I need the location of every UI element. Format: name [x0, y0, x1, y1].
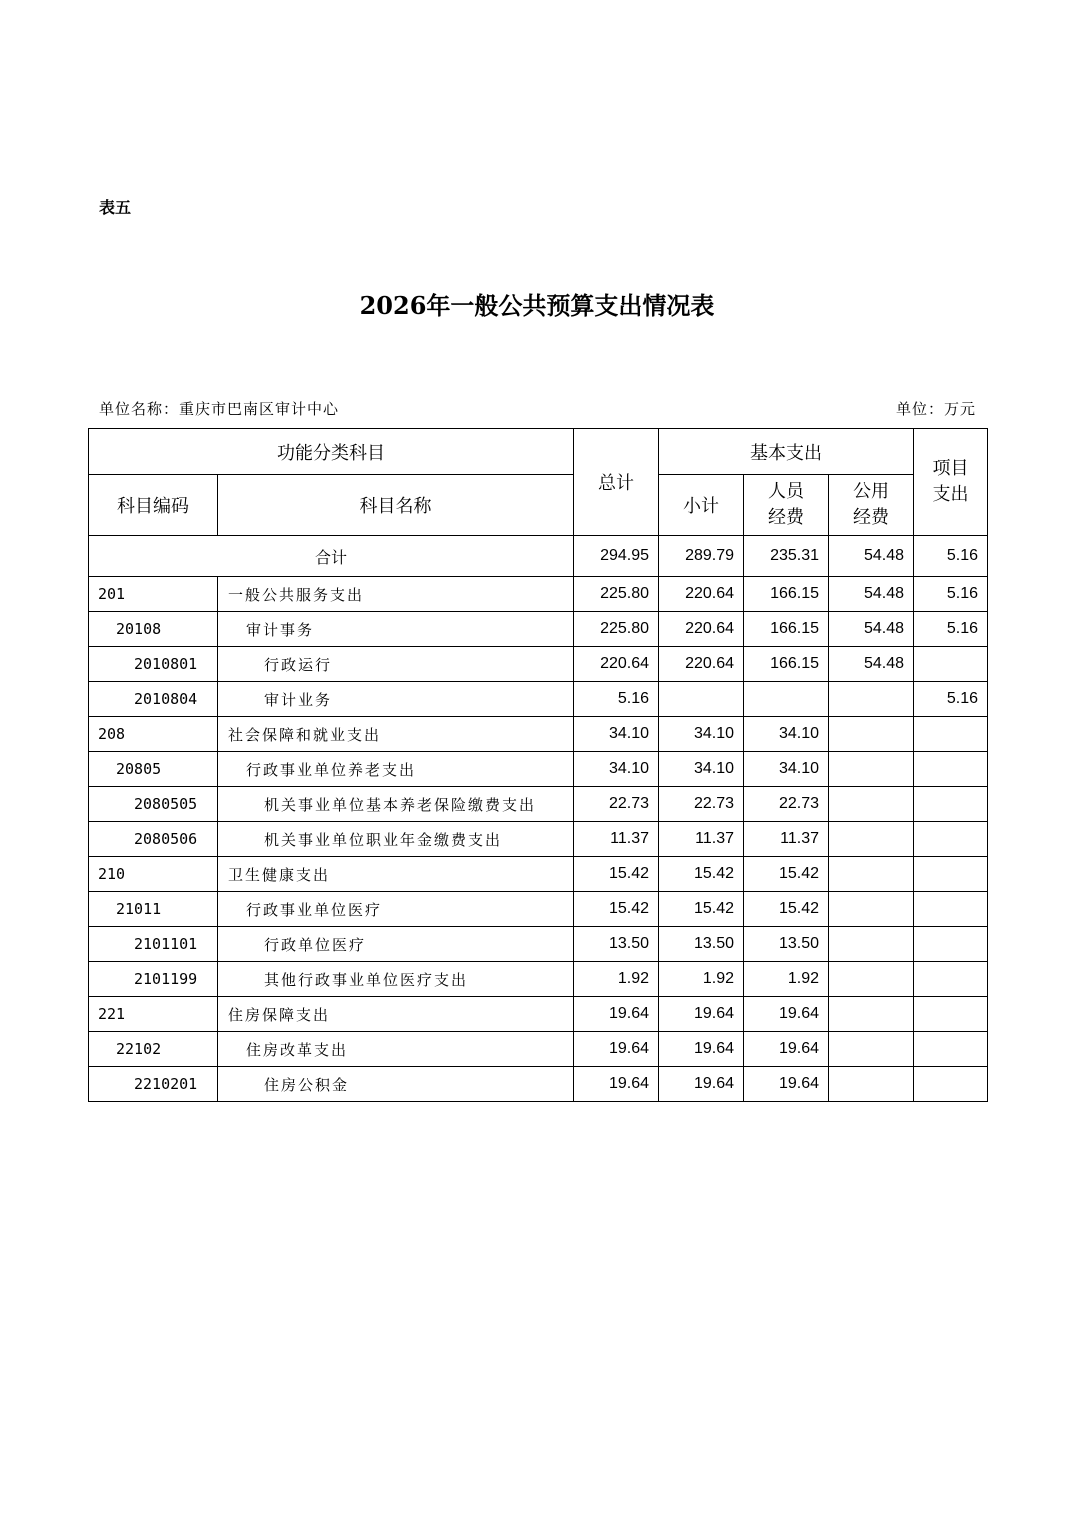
row-name: 住房保障支出 — [218, 997, 574, 1032]
row-public — [829, 682, 914, 717]
row-total: 19.64 — [574, 1032, 659, 1067]
header-public: 公用经费 — [829, 475, 914, 536]
header-basic-expenditure: 基本支出 — [659, 429, 914, 475]
row-public: 54.48 — [829, 647, 914, 682]
row-subtotal: 1.92 — [659, 962, 744, 997]
row-code: 201 — [89, 577, 218, 612]
row-public — [829, 997, 914, 1032]
row-project — [914, 962, 988, 997]
row-public — [829, 787, 914, 822]
page-title: 2026年一般公共预算支出情况表 — [359, 291, 715, 320]
total-label: 合计 — [89, 536, 574, 577]
row-name: 一般公共服务支出 — [218, 577, 574, 612]
row-total: 5.16 — [574, 682, 659, 717]
row-name: 机关事业单位基本养老保险缴费支出 — [218, 787, 574, 822]
row-project — [914, 822, 988, 857]
row-total: 15.42 — [574, 857, 659, 892]
table-row — [89, 577, 988, 612]
row-code: 2101101 — [89, 927, 218, 962]
row-personnel: 19.64 — [744, 997, 829, 1032]
row-public — [829, 752, 914, 787]
total-total: 294.95 — [574, 536, 659, 577]
header-name: 科目名称 — [218, 475, 574, 536]
row-name: 行政单位医疗 — [218, 927, 574, 962]
header-functional-category: 功能分类科目 — [89, 429, 574, 475]
row-project — [914, 647, 988, 682]
row-subtotal: 19.64 — [659, 1067, 744, 1102]
row-personnel: 11.37 — [744, 822, 829, 857]
row-code: 2010804 — [89, 682, 218, 717]
row-total: 19.64 — [574, 1067, 659, 1102]
row-code: 2080505 — [89, 787, 218, 822]
row-project — [914, 1032, 988, 1067]
header-total: 总计 — [574, 429, 659, 536]
row-public: 54.48 — [829, 577, 914, 612]
table-row — [89, 1067, 988, 1102]
row-subtotal: 19.64 — [659, 1032, 744, 1067]
row-subtotal: 220.64 — [659, 647, 744, 682]
total-row — [89, 536, 988, 577]
row-total: 15.42 — [574, 892, 659, 927]
header-subtotal: 小计 — [659, 475, 744, 536]
row-public — [829, 927, 914, 962]
total-subtotal: 289.79 — [659, 536, 744, 577]
total-public: 54.48 — [829, 536, 914, 577]
row-personnel: 166.15 — [744, 577, 829, 612]
table-row — [89, 822, 988, 857]
row-total: 1.92 — [574, 962, 659, 997]
row-personnel: 15.42 — [744, 857, 829, 892]
row-subtotal: 34.10 — [659, 717, 744, 752]
row-name: 住房公积金 — [218, 1067, 574, 1102]
row-subtotal: 34.10 — [659, 752, 744, 787]
row-code: 21011 — [89, 892, 218, 927]
row-name: 住房改革支出 — [218, 1032, 574, 1067]
row-code: 22102 — [89, 1032, 218, 1067]
row-subtotal: 19.64 — [659, 997, 744, 1032]
row-name: 机关事业单位职业年金缴费支出 — [218, 822, 574, 857]
row-project: 5.16 — [914, 682, 988, 717]
header-personnel: 人员经费 — [744, 475, 829, 536]
row-public — [829, 822, 914, 857]
row-code: 2010801 — [89, 647, 218, 682]
row-project — [914, 997, 988, 1032]
unit-name: 单位名称：重庆市巴南区审计中心 — [99, 400, 340, 418]
table-row — [89, 997, 988, 1032]
budget-table — [88, 428, 988, 1102]
row-personnel: 22.73 — [744, 787, 829, 822]
row-personnel: 19.64 — [744, 1067, 829, 1102]
row-public — [829, 717, 914, 752]
row-public — [829, 857, 914, 892]
row-public — [829, 962, 914, 997]
row-code: 20805 — [89, 752, 218, 787]
row-personnel: 34.10 — [744, 717, 829, 752]
row-personnel: 166.15 — [744, 647, 829, 682]
row-subtotal: 15.42 — [659, 892, 744, 927]
row-subtotal: 11.37 — [659, 822, 744, 857]
row-project — [914, 892, 988, 927]
row-project — [914, 717, 988, 752]
row-personnel: 13.50 — [744, 927, 829, 962]
row-project — [914, 1067, 988, 1102]
header-project-expenditure: 项目支出 — [914, 429, 988, 536]
row-subtotal — [659, 682, 744, 717]
header-code: 科目编码 — [89, 475, 218, 536]
row-name: 审计事务 — [218, 612, 574, 647]
row-project — [914, 787, 988, 822]
row-project — [914, 752, 988, 787]
row-personnel: 34.10 — [744, 752, 829, 787]
table-row — [89, 752, 988, 787]
table-row — [89, 1032, 988, 1067]
table-row — [89, 892, 988, 927]
row-personnel — [744, 682, 829, 717]
table-row — [89, 717, 988, 752]
row-name: 行政事业单位养老支出 — [218, 752, 574, 787]
row-personnel: 15.42 — [744, 892, 829, 927]
row-subtotal: 220.64 — [659, 577, 744, 612]
row-total: 220.64 — [574, 647, 659, 682]
row-code: 221 — [89, 997, 218, 1032]
table-row — [89, 612, 988, 647]
row-total: 13.50 — [574, 927, 659, 962]
row-total: 11.37 — [574, 822, 659, 857]
table-row — [89, 647, 988, 682]
row-name: 其他行政事业单位医疗支出 — [218, 962, 574, 997]
table-row — [89, 962, 988, 997]
total-personnel: 235.31 — [744, 536, 829, 577]
row-code: 210 — [89, 857, 218, 892]
row-subtotal: 13.50 — [659, 927, 744, 962]
row-project — [914, 927, 988, 962]
row-total: 19.64 — [574, 997, 659, 1032]
row-total: 225.80 — [574, 612, 659, 647]
table-row — [89, 857, 988, 892]
row-total: 34.10 — [574, 717, 659, 752]
row-personnel: 1.92 — [744, 962, 829, 997]
total-project: 5.16 — [914, 536, 988, 577]
row-project: 5.16 — [914, 577, 988, 612]
row-total: 34.10 — [574, 752, 659, 787]
row-code: 20108 — [89, 612, 218, 647]
row-public — [829, 1032, 914, 1067]
row-personnel: 166.15 — [744, 612, 829, 647]
row-code: 208 — [89, 717, 218, 752]
row-name: 行政事业单位医疗 — [218, 892, 574, 927]
row-name: 审计业务 — [218, 682, 574, 717]
row-project: 5.16 — [914, 612, 988, 647]
row-total: 225.80 — [574, 577, 659, 612]
table-row — [89, 787, 988, 822]
unit-label: 单位：万元 — [895, 400, 976, 418]
row-public — [829, 892, 914, 927]
table-row — [89, 682, 988, 717]
row-name: 行政运行 — [218, 647, 574, 682]
row-subtotal: 220.64 — [659, 612, 744, 647]
row-subtotal: 22.73 — [659, 787, 744, 822]
row-public — [829, 1067, 914, 1102]
table-label: 表五 — [99, 198, 132, 217]
row-public: 54.48 — [829, 612, 914, 647]
row-code: 2080506 — [89, 822, 218, 857]
row-code: 2210201 — [89, 1067, 218, 1102]
table-row — [89, 927, 988, 962]
row-total: 22.73 — [574, 787, 659, 822]
row-name: 社会保障和就业支出 — [218, 717, 574, 752]
row-code: 2101199 — [89, 962, 218, 997]
row-name: 卫生健康支出 — [218, 857, 574, 892]
row-project — [914, 857, 988, 892]
row-subtotal: 15.42 — [659, 857, 744, 892]
row-personnel: 19.64 — [744, 1032, 829, 1067]
